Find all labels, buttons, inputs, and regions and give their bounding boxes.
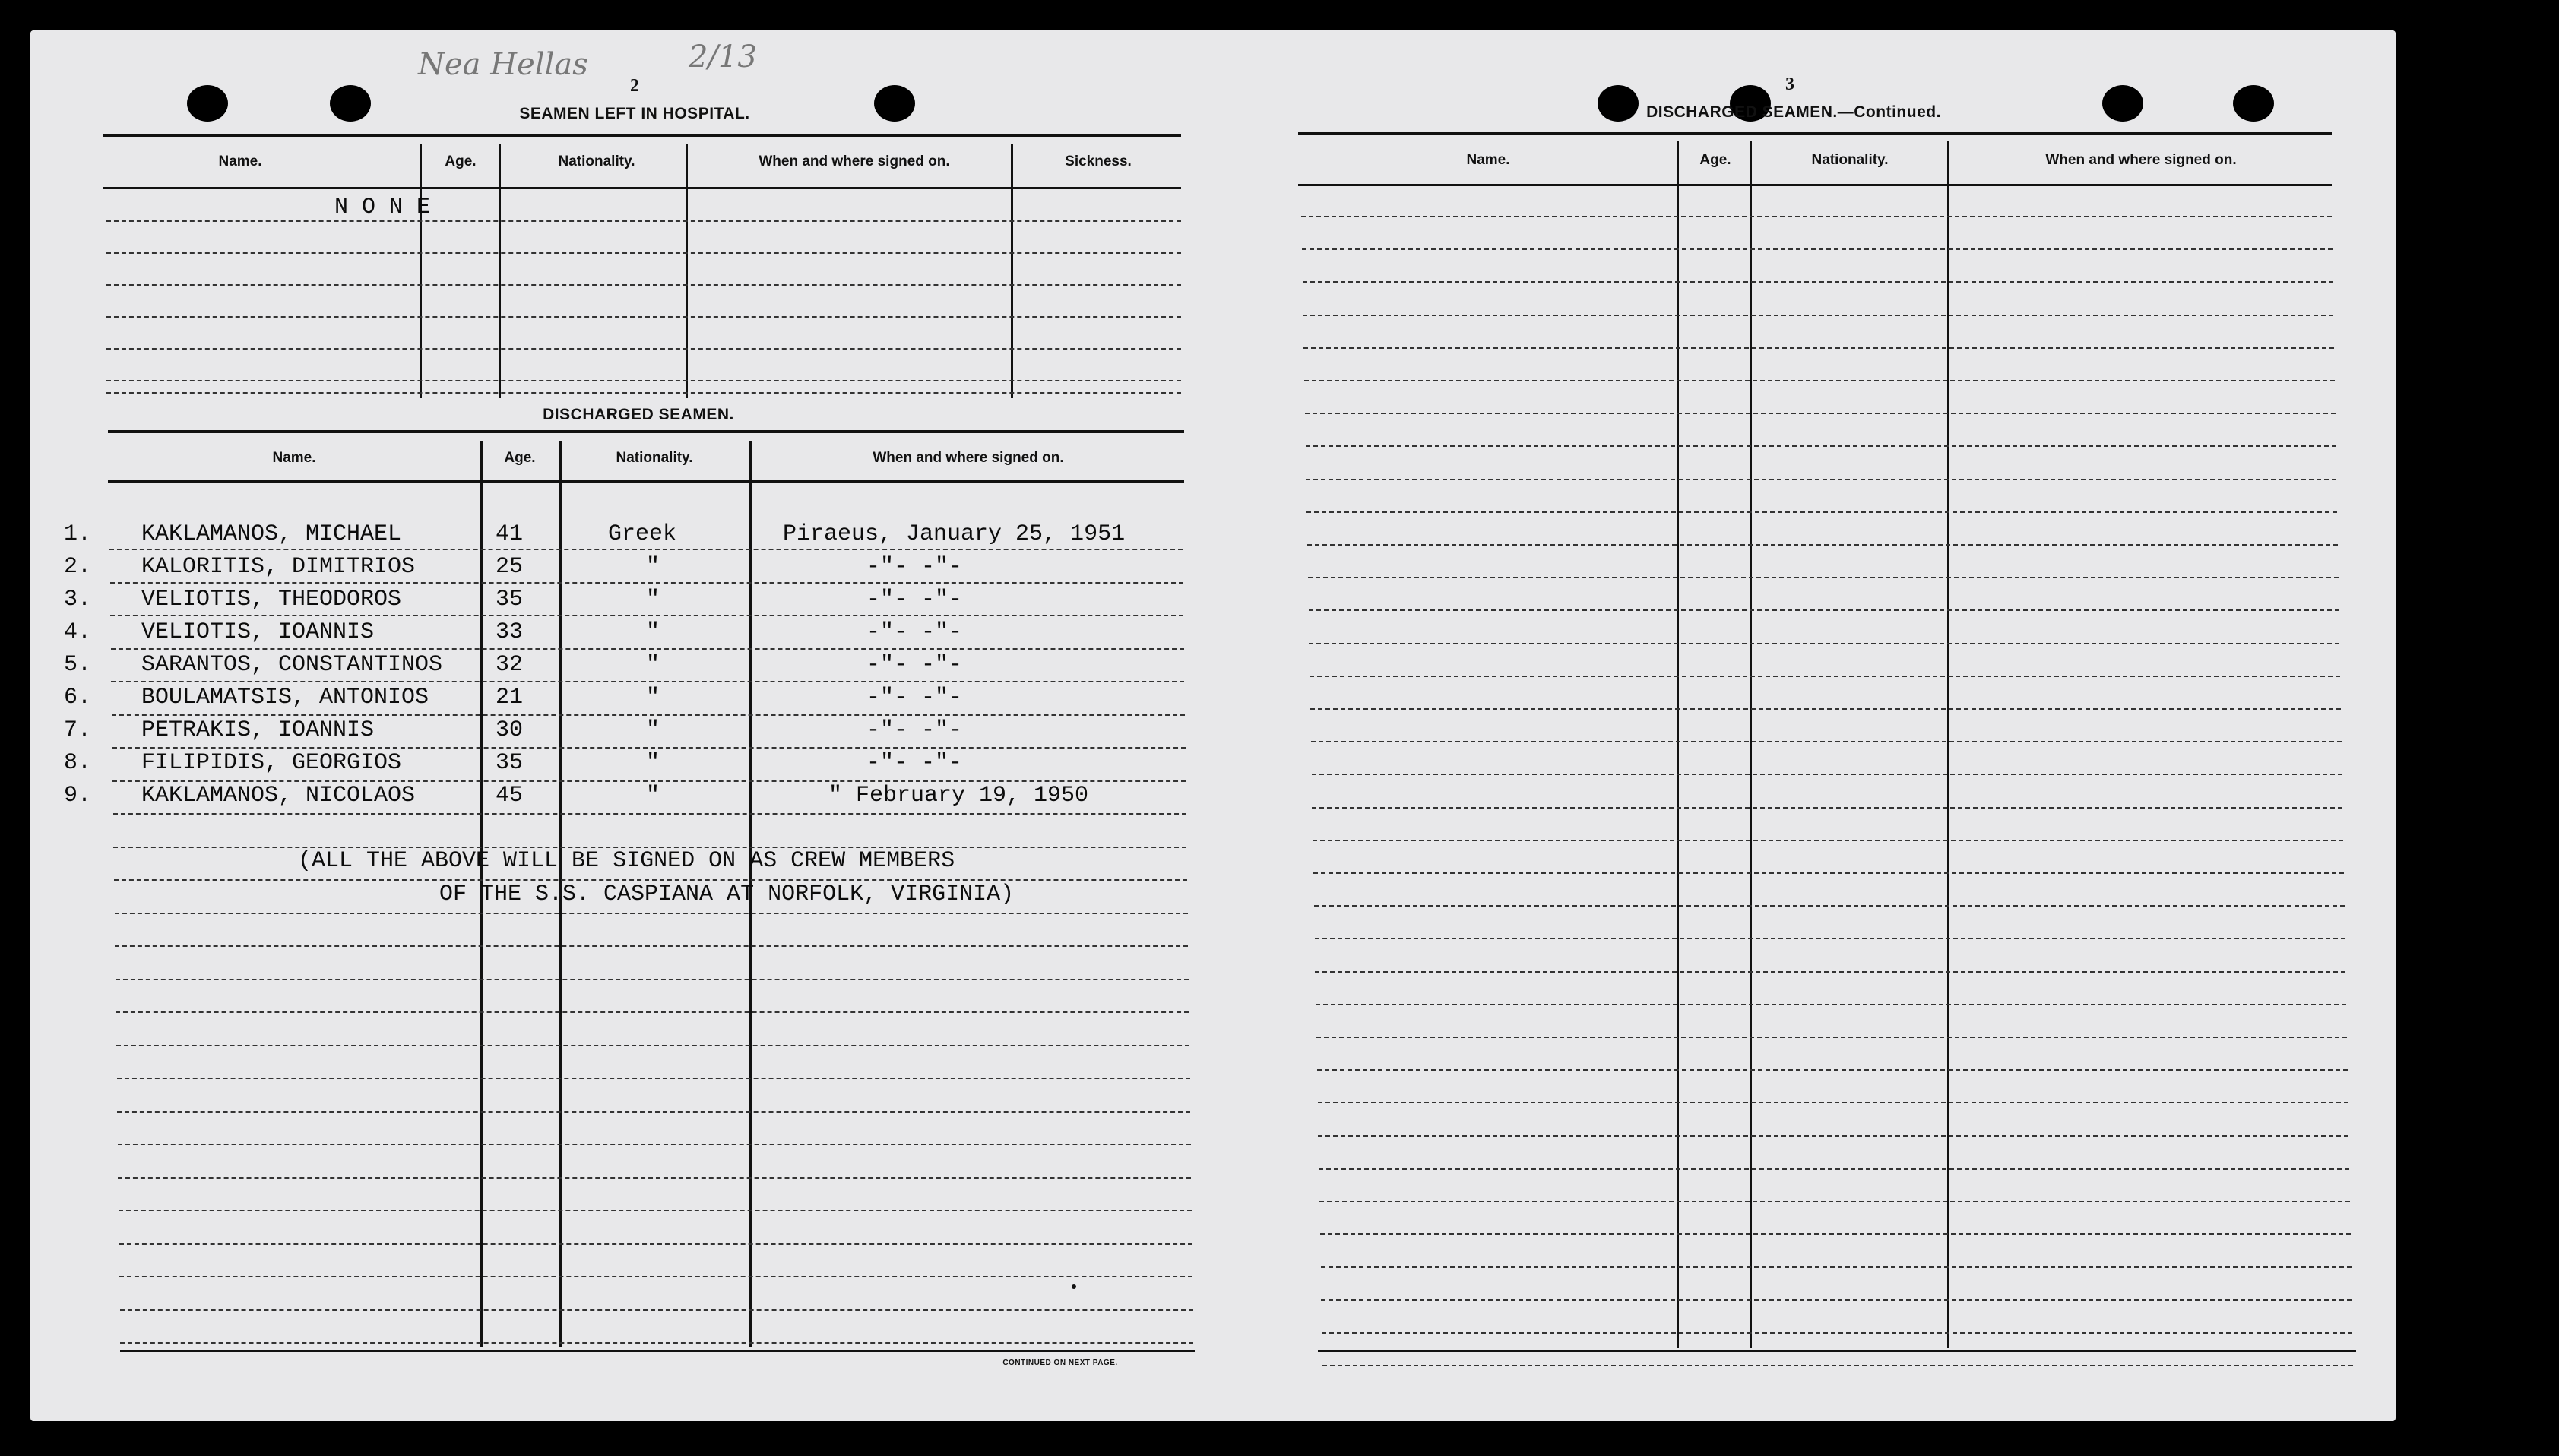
hospital-col-signed: When and where signed on.: [759, 154, 950, 169]
punch-hole: [330, 85, 371, 122]
seaman-signed-on: Piraeus, January 25, 1951: [783, 521, 1126, 547]
discharged-row-line: [113, 813, 1186, 815]
discharged-row-line: [118, 1144, 1191, 1145]
seaman-name: KAKLAMANOS, NICOLAOS: [141, 783, 416, 809]
hospital-header-rule: [103, 187, 1181, 189]
seaman-signed-on: -"- -"-: [866, 554, 963, 580]
right-row-line: [1322, 1365, 2353, 1366]
page-number-left: 2: [630, 76, 639, 96]
seaman-signed-on: -"- -"-: [866, 619, 963, 645]
hospital-entry-none: N O N E: [334, 195, 431, 220]
seaman-signed-on: -"- -"-: [866, 685, 963, 711]
right-section-title: DISCHARGED SEAMEN.—Continued.: [1646, 103, 1941, 121]
document-page: [30, 30, 2396, 1421]
row-number: 8.: [64, 750, 92, 776]
seaman-age: 32: [496, 652, 524, 678]
seaman-name: BOULAMATSIS, ANTONIOS: [141, 685, 429, 711]
punch-hole: [874, 85, 915, 122]
row-number: 6.: [64, 685, 92, 711]
hospital-section-title: SEAMEN LEFT IN HOSPITAL.: [519, 105, 750, 122]
right-col-signed: When and where signed on.: [2045, 152, 2237, 168]
seaman-age: 30: [496, 717, 524, 743]
discharged-row-line: [115, 945, 1188, 947]
right-table-bottom-rule: [1318, 1350, 2356, 1352]
hospital-col-sickness: Sickness.: [1065, 154, 1132, 169]
discharged-col-name: Name.: [272, 450, 316, 466]
handwritten-date: 2/13: [689, 40, 757, 74]
discharged-col-signed: When and where signed on.: [873, 450, 1064, 466]
seaman-name: SARANTOS, CONSTANTINOS: [141, 652, 443, 678]
seaman-age: 21: [496, 685, 524, 711]
right-row-line: [1316, 1037, 2347, 1038]
right-row-line: [1317, 1069, 2348, 1071]
right-row-line: [1301, 216, 2332, 217]
right-row-line: [1312, 774, 2342, 775]
right-row-line: [1322, 1332, 2352, 1334]
discharged-row-line: [110, 582, 1183, 584]
right-col-nationality: Nationality.: [1811, 152, 1889, 168]
right-row-line: [1303, 315, 2333, 316]
hospital-row-line: [106, 220, 1181, 222]
right-table-top-rule: [1298, 132, 2332, 135]
right-row-line: [1316, 1004, 2346, 1005]
right-row-line: [1315, 938, 2345, 939]
discharged-row-line: [111, 681, 1184, 682]
seaman-name: FILIPIDIS, GEORGIOS: [141, 750, 402, 776]
right-row-line: [1313, 840, 2343, 841]
seaman-name: KALORITIS, DIMITRIOS: [141, 554, 416, 580]
punch-hole: [187, 85, 228, 122]
discharged-row-line: [119, 1210, 1192, 1211]
right-col-name: Name.: [1466, 152, 1510, 168]
discharged-section-title: DISCHARGED SEAMEN.: [543, 406, 734, 423]
seaman-nationality: ": [646, 717, 660, 743]
discharged-row-line: [114, 879, 1187, 881]
row-number: 9.: [64, 783, 92, 809]
row-number: 7.: [64, 717, 92, 743]
right-row-line: [1302, 248, 2333, 250]
crew-note-line2: OF THE S.S. CASPIANA AT NORFOLK, VIRGINIA): [439, 882, 1015, 907]
discharged-row-line: [112, 780, 1186, 782]
hospital-col-divider: [499, 144, 501, 398]
discharged-row-line: [120, 1309, 1193, 1311]
hospital-col-name: Name.: [218, 154, 262, 169]
crew-note-line1: (ALL THE ABOVE WILL BE SIGNED ON AS CREW MEMBERS: [298, 848, 955, 874]
discharged-row-line: [118, 1177, 1191, 1179]
right-row-line: [1321, 1266, 2352, 1268]
seaman-nationality: ": [646, 783, 660, 809]
handwritten-note: Nea Hellas: [418, 47, 588, 82]
discharged-row-line: [120, 1342, 1193, 1344]
hospital-row-line: [106, 392, 1181, 394]
row-number: 4.: [64, 619, 92, 645]
seaman-age: 35: [496, 587, 524, 612]
discharged-row-line: [112, 747, 1186, 749]
seaman-signed-on: -"- -"-: [866, 587, 963, 612]
discharged-row-line: [116, 1011, 1189, 1013]
hospital-row-line: [106, 284, 1181, 286]
discharged-table-top-rule: [108, 430, 1184, 433]
right-col-age: Age.: [1699, 152, 1731, 168]
right-row-line: [1314, 905, 2345, 907]
seaman-signed-on: -"- -"-: [866, 717, 963, 743]
right-col-divider: [1947, 141, 1949, 1348]
discharged-row-line: [119, 1243, 1192, 1245]
right-row-line: [1318, 1102, 2348, 1103]
hospital-row-line: [106, 316, 1181, 318]
discharged-table-bottom-rule: [120, 1350, 1195, 1352]
right-row-line: [1303, 347, 2334, 349]
discharged-header-rule: [108, 480, 1184, 483]
seaman-name: VELIOTIS, IOANNIS: [141, 619, 375, 645]
seaman-nationality: ": [646, 652, 660, 678]
seaman-age: 35: [496, 750, 524, 776]
seaman-name: KAKLAMANOS, MICHAEL: [141, 521, 402, 547]
seaman-signed-on: " February 19, 1950: [828, 783, 1089, 809]
right-row-line: [1312, 807, 2342, 809]
right-row-line: [1319, 1201, 2350, 1202]
right-row-line: [1306, 445, 2336, 447]
seaman-age: 45: [496, 783, 524, 809]
discharged-row-line: [110, 615, 1183, 616]
hospital-table-top-rule: [103, 134, 1181, 137]
right-row-line: [1319, 1168, 2349, 1170]
seaman-nationality: ": [646, 619, 660, 645]
hospital-row-line: [106, 380, 1181, 381]
punch-hole: [2233, 85, 2274, 122]
right-row-line: [1321, 1299, 2352, 1301]
seaman-age: 33: [496, 619, 524, 645]
ink-dot: [1072, 1284, 1076, 1289]
seaman-nationality: ": [646, 554, 660, 580]
seaman-signed-on: -"- -"-: [866, 750, 963, 776]
seaman-name: PETRAKIS, IOANNIS: [141, 717, 375, 743]
discharged-row-line: [116, 979, 1189, 980]
right-header-rule: [1298, 184, 2332, 186]
right-row-line: [1310, 676, 2340, 677]
seaman-name: VELIOTIS, THEODOROS: [141, 587, 402, 612]
right-row-line: [1305, 413, 2336, 414]
right-row-line: [1318, 1135, 2348, 1137]
seaman-nationality: ": [646, 750, 660, 776]
row-number: 3.: [64, 587, 92, 612]
right-row-line: [1308, 577, 2339, 578]
hospital-col-divider: [686, 144, 688, 398]
right-row-line: [1311, 741, 2342, 742]
right-col-divider: [1750, 141, 1752, 1348]
seaman-nationality: ": [646, 587, 660, 612]
punch-hole: [2102, 85, 2143, 122]
discharged-row-line: [119, 1276, 1192, 1277]
hospital-row-line: [106, 348, 1181, 350]
right-row-line: [1306, 479, 2336, 480]
discharged-row-line: [111, 648, 1184, 650]
row-number: 1.: [64, 521, 92, 547]
right-row-line: [1320, 1233, 2351, 1235]
discharged-row-line: [115, 913, 1188, 914]
right-col-divider: [1677, 141, 1679, 1348]
discharged-row-line: [112, 714, 1185, 716]
discharged-row-line: [117, 1111, 1190, 1113]
hospital-row-line: [106, 252, 1181, 254]
seaman-age: 41: [496, 521, 524, 547]
hospital-col-age: Age.: [445, 154, 477, 169]
discharged-col-age: Age.: [504, 450, 536, 466]
seaman-nationality: ": [646, 685, 660, 711]
right-row-line: [1304, 380, 2335, 381]
continued-footer: CONTINUED ON NEXT PAGE.: [1002, 1359, 1118, 1367]
right-row-line: [1313, 872, 2344, 874]
discharged-row-line: [117, 1078, 1190, 1079]
row-number: 2.: [64, 554, 92, 580]
seaman-signed-on: -"- -"-: [866, 652, 963, 678]
right-row-line: [1315, 971, 2345, 973]
discharged-row-line: [109, 549, 1183, 550]
hospital-col-nationality: Nationality.: [558, 154, 635, 169]
seaman-nationality: Greek: [608, 521, 677, 547]
right-row-line: [1309, 609, 2339, 611]
page-number-right: 3: [1785, 74, 1794, 94]
row-number: 5.: [64, 652, 92, 678]
right-row-line: [1306, 511, 2337, 513]
discharged-col-nationality: Nationality.: [616, 450, 693, 466]
hospital-col-divider: [1011, 144, 1013, 398]
right-row-line: [1303, 281, 2333, 283]
right-row-line: [1310, 708, 2341, 710]
discharged-row-line: [116, 1045, 1189, 1046]
right-row-line: [1309, 643, 2339, 644]
hospital-col-divider: [420, 144, 422, 398]
right-row-line: [1307, 544, 2338, 546]
seaman-age: 25: [496, 554, 524, 580]
